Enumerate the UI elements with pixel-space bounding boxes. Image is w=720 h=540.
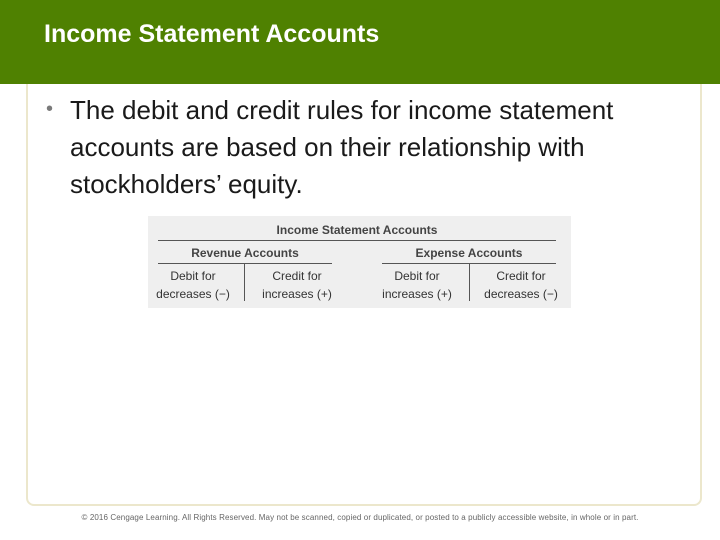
title-bar — [0, 0, 720, 84]
slide-title: Income Statement Accounts — [44, 20, 380, 48]
expense-t-account-stem — [469, 263, 470, 301]
figure-heading: Income Statement Accounts — [276, 223, 438, 237]
revenue-t-account-stem — [244, 263, 245, 301]
copyright-footer: © 2016 Cengage Learning. All Rights Reserved. May not be scanned, copied or duplicated, or posted to a publicly accessible website, in whole or in part. — [81, 513, 639, 522]
bullet-text: The debit and credit rules for income statement accounts are based on their relationship with stockholders’ equity. — [70, 95, 614, 199]
revenue-left-line1: Debit for — [170, 269, 216, 283]
revenue-accounts-label: Revenue Accounts — [191, 246, 299, 260]
expense-right-line2: decreases (−) — [484, 287, 558, 301]
revenue-t-account-top — [158, 263, 332, 264]
expense-accounts-label: Expense Accounts — [415, 246, 523, 260]
revenue-right-line2: increases (+) — [262, 287, 332, 301]
heading-rule — [158, 240, 556, 241]
expense-left-line1: Debit for — [394, 269, 440, 283]
expense-left-line2: increases (+) — [382, 287, 452, 301]
income-statement-t-accounts-figure — [148, 216, 571, 308]
revenue-left-line2: decreases (−) — [156, 287, 230, 301]
bullet-dot-icon: • — [46, 98, 54, 120]
revenue-right-line1: Credit for — [272, 269, 322, 283]
expense-right-line1: Credit for — [496, 269, 546, 283]
